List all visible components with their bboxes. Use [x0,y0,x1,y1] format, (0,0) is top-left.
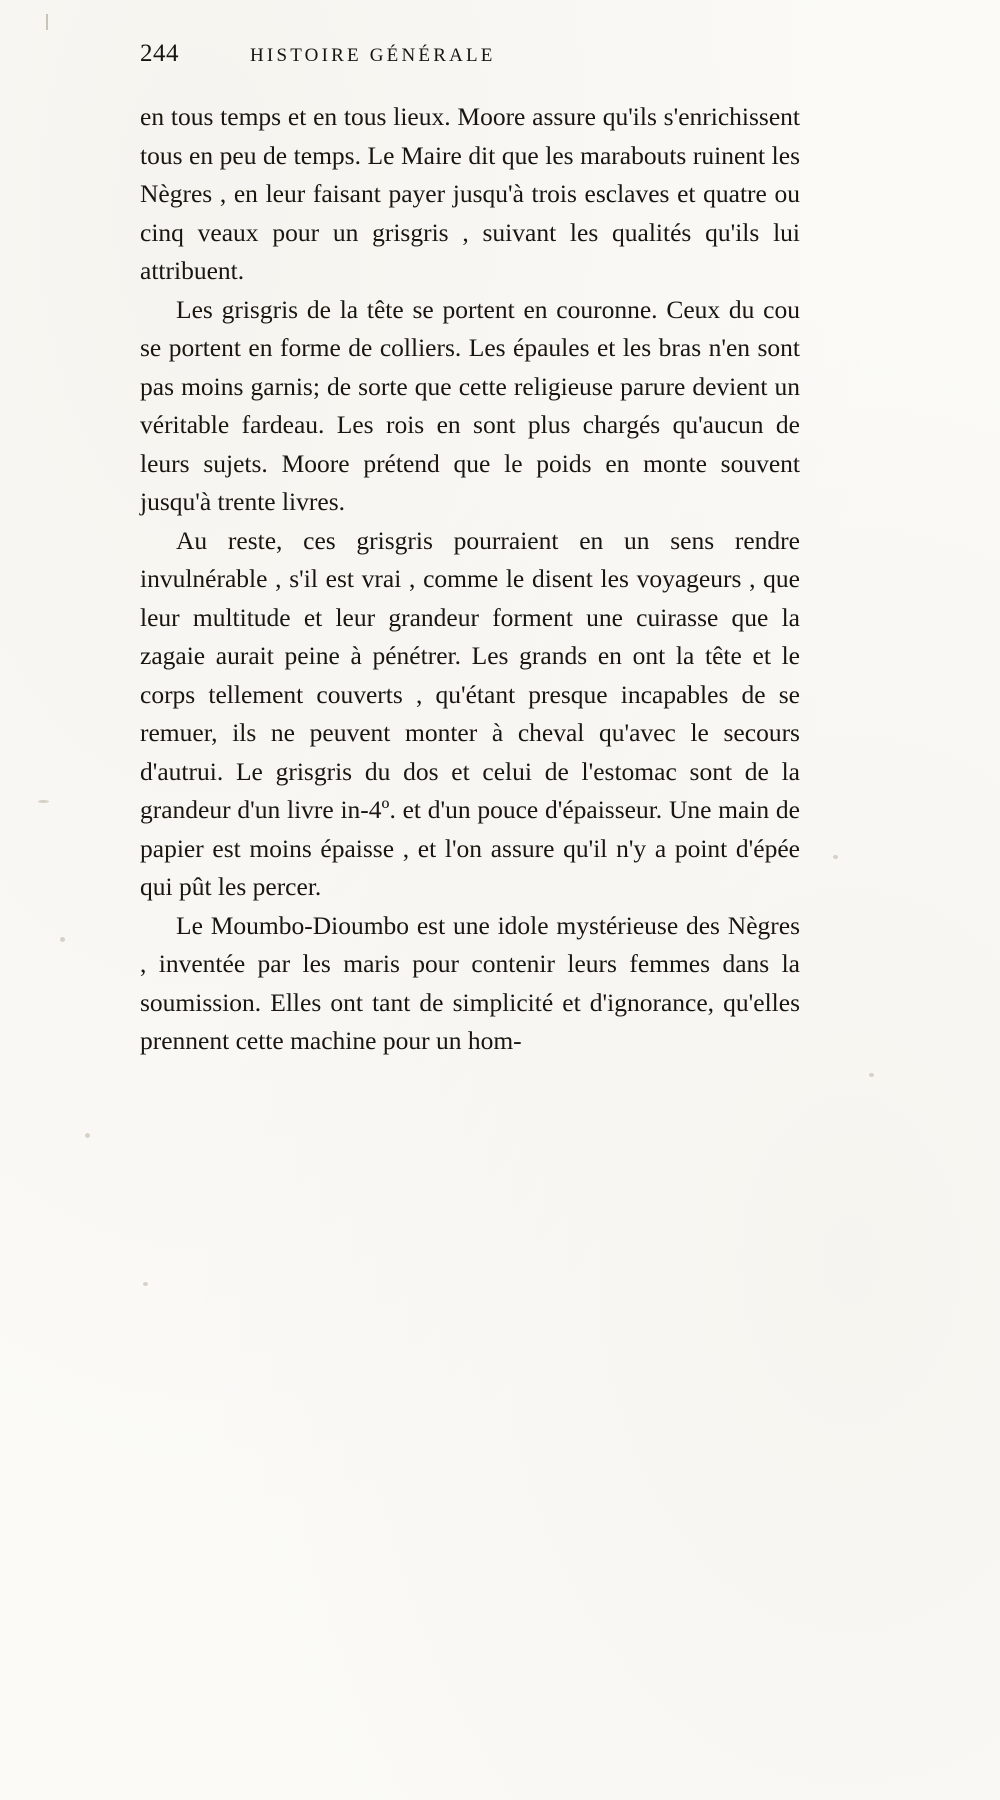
paragraph: Le Moumbo-Dioumbo est une idole mystérieuse des Nègres , inventée par les maris pour contenir leurs femmes dans la soumission. Elles ont tant de simplicité et d'ignorance, qu'elles prennent cette machine pour un hom- [140,910,800,1055]
paragraph: en tous temps et en tous lieux. Moore assure qu'ils s'enrichissent tous en peu de temps. Le Maire dit que les marabouts ruinent les Nègres , en leur faisant payer jusqu'à trois esclaves et quatre ou cinq veaux pour un grisgris , suivant les qualités qu'ils lui attribuent. [140,102,800,285]
page-header [140,40,800,84]
paper-speck [60,937,65,942]
paragraph: Au reste, ces grisgris pourraient en un sens rendre invulnérable , s'il est vrai , comme le disent les voyageurs , que leur multitude et leur grandeur forment une cuirasse que la zagaie aurait peine à pénétrer. Les grands en ont la tête et le corps tellement couverts , qu'étant presque incapables de se remuer, ils ne peuvent monter à cheval qu'avec le secours d'autrui. Le grisgris du dos et celui de l'estomac sont de la grandeur d'un livre in-4º. et d'un pouce d'épaisseur. Une main de papier est moins épaisse , et l'on assure qu'il n'y a point d'épée qui pût les percer. [140,525,800,901]
running-title: HISTOIRE GÉNÉRALE [250,45,496,66]
paper-speck [869,1073,874,1077]
paper-speck [38,800,49,803]
paper-speck [833,855,838,859]
page-edge-mark-top [46,14,48,30]
page-number: 244 [140,40,179,67]
body-text [140,98,800,1061]
paper-speck [143,1282,148,1286]
paper-speck [85,1133,90,1138]
paragraph: Les grisgris de la tête se portent en couronne. Ceux du cou se portent en forme de colliers. Les épaules et les bras n'en sont pas moins garnis; de sorte que cette religieuse parure devient un véritable fardeau. Les rois en sont plus chargés qu'aucun de leurs sujets. Moore prétend que le poids en monte souvent jusqu'à trente livres. [140,294,800,516]
page-content [140,40,800,1061]
